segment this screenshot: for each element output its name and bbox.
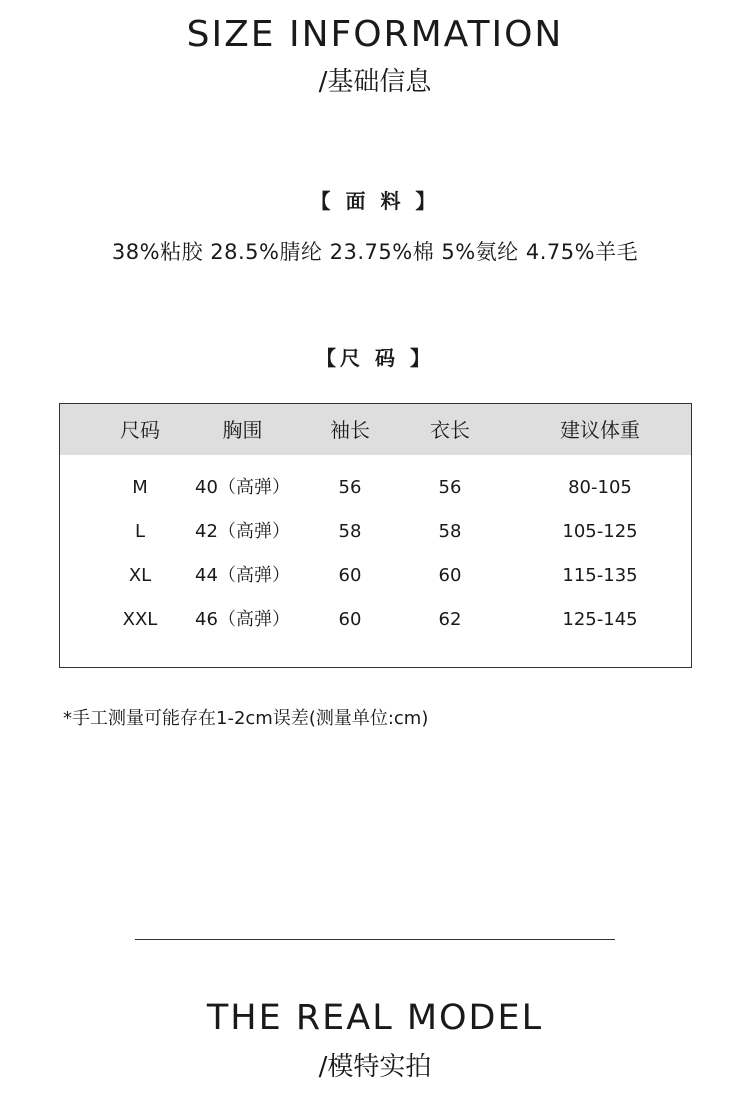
cell-length: 58 — [438, 521, 462, 542]
page-subtitle: /基础信息 — [318, 67, 432, 97]
cell-sleeve: 58 — [338, 521, 362, 542]
cell-weight: 115-135 — [562, 565, 638, 586]
header-chest: 胸围 — [222, 418, 263, 442]
model-section-subtitle: /模特实拍 — [318, 1052, 432, 1082]
fabric-section-label: 【 面 料 】 — [310, 189, 440, 213]
header-length: 衣长 — [430, 418, 470, 442]
page-title: SIZE INFORMATION — [186, 14, 564, 55]
cell-size: M — [132, 477, 148, 498]
size-table — [59, 403, 692, 668]
cell-chest: 46（高弹） — [195, 609, 290, 630]
cell-size: XXL — [122, 609, 158, 630]
header-sleeve: 袖长 — [330, 418, 370, 442]
cell-chest: 42（高弹） — [195, 521, 290, 542]
cell-weight: 125-145 — [562, 609, 638, 630]
table-header-row — [60, 404, 691, 455]
cell-sleeve: 60 — [338, 609, 362, 630]
section-divider — [135, 939, 615, 940]
measurement-note: *手工测量可能存在1-2cm误差(测量单位:cm) — [63, 708, 429, 729]
model-section-title: THE REAL MODEL — [206, 998, 544, 1038]
cell-size: L — [134, 521, 146, 542]
cell-length: 62 — [438, 609, 462, 630]
size-section-label: 【尺 码 】 — [316, 346, 434, 370]
cell-length: 60 — [438, 565, 462, 586]
fabric-composition: 38%粘胶 28.5%腈纶 23.75%棉 5%氨纶 4.75%羊毛 — [111, 240, 639, 264]
header-weight: 建议体重 — [560, 418, 640, 442]
cell-chest: 40（高弹） — [195, 477, 290, 498]
header-size: 尺码 — [120, 418, 160, 442]
cell-length: 56 — [438, 477, 462, 498]
cell-weight: 105-125 — [562, 521, 638, 542]
cell-size: XL — [128, 565, 152, 586]
cell-sleeve: 56 — [338, 477, 362, 498]
cell-weight: 80-105 — [568, 477, 632, 498]
cell-sleeve: 60 — [338, 565, 362, 586]
cell-chest: 44（高弹） — [195, 565, 290, 586]
